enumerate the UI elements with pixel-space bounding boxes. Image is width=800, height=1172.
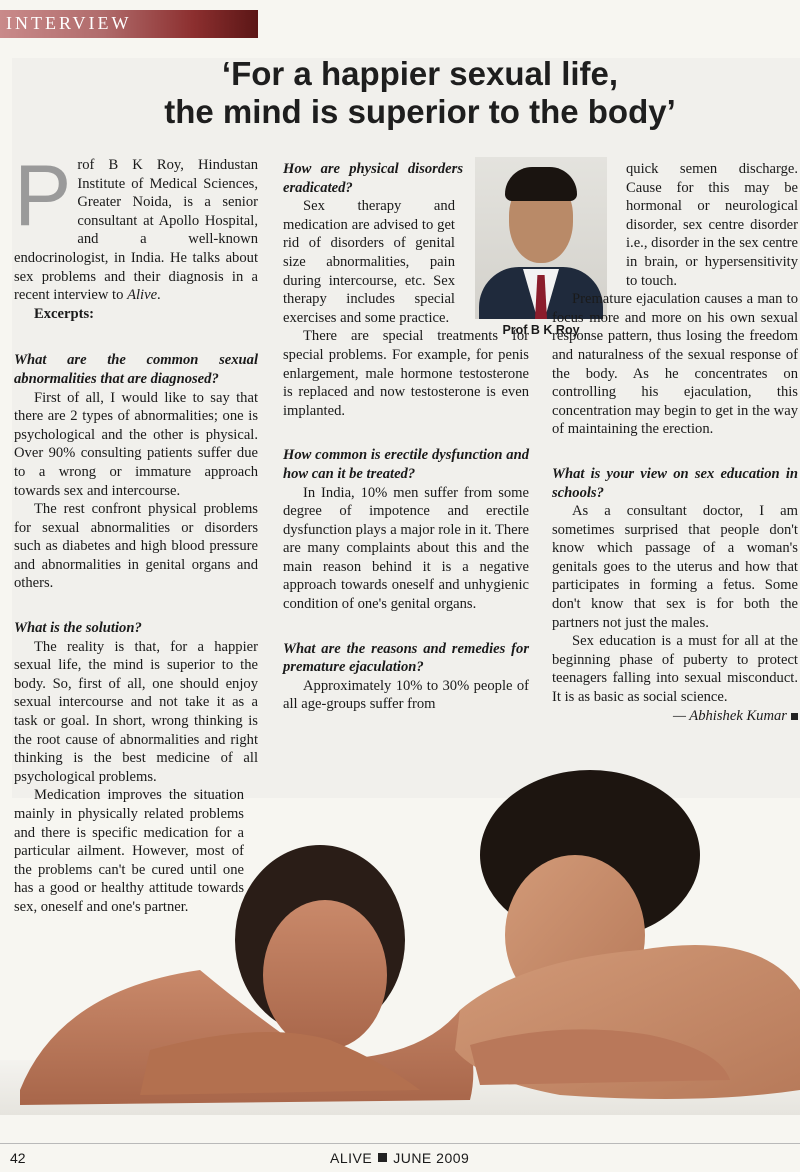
answer-paragraph: Sex therapy and medication are advised to get rid of disorders of genital size abnormalities, pain during intercourse, etc. Sex therapy includes special exercises and some practice. xyxy=(283,198,455,326)
section-band xyxy=(0,10,258,38)
byline-text: — Abhishek Kumar xyxy=(672,707,787,724)
answer-paragraph: The rest confront physical problems for sexual abnormalities or disorders such as diabetes and high blood pressure and abnormalities in genital organs and others. xyxy=(14,501,258,592)
intro-end: . xyxy=(157,287,161,304)
column-3 xyxy=(552,160,798,725)
section-label: INTERVIEW xyxy=(6,13,132,33)
square-bullet-icon xyxy=(378,1153,387,1162)
answer-paragraph: Sex education is a must for all at the beginning phase of puberty to protect teenagers falling into sexual misconduct. It is as basic as social science. xyxy=(552,633,798,706)
answer-paragraph: Approximately 10% to 30% people of all age-groups suffer from xyxy=(283,677,529,713)
answer-paragraph: First of all, I would like to say that there are 2 types of abnormalities; one is psychological and the other is physical. Over 90% consulting patients suffer due to a wrong or immature approach towards sex and intercourse. xyxy=(14,389,258,499)
couple-photo xyxy=(0,760,800,1115)
question-solution: What is the solution? xyxy=(14,620,142,637)
answer-paragraph: As a consultant doctor, I am sometimes surprised that people don't know which passage of a woman's genitals goes to the uterus and how that participates in forming a fetus. Some don't know that sex is for both the partners not just the males. xyxy=(552,503,798,631)
headline-line-2: the mind is superior to the body’ xyxy=(164,93,676,130)
answer-paragraph: There are special treatments for special problems. For example, for penis enlargement, male hormone testosterone is replaced and now testosterone is even implanted. xyxy=(283,328,529,419)
dropcap: P xyxy=(14,148,72,244)
question-common-abnormalities: What are the common sexual abnormalities that are diagnosed? xyxy=(14,352,258,387)
question-premature-ejaculation: What are the reasons and remedies for premature ejaculation? xyxy=(283,640,529,676)
page-number: 42 xyxy=(10,1150,26,1166)
intro-paragraph xyxy=(14,148,258,305)
headline-line-1: ‘For a happier sexual life, xyxy=(221,55,619,92)
footer-magazine: ALIVE xyxy=(330,1150,373,1166)
question-erectile-dysfunction: How common is erectile dysfunction and how can it be treated? xyxy=(283,447,529,482)
question-physical-disorders: How are physical disorders eradicated? xyxy=(283,161,463,196)
headline xyxy=(80,55,760,131)
intro-text: rof B K Roy, Hindustan Institute of Medical Sciences, Greater Noida, is a senior consultant at Apollo Hospital, and a well-known endocrinologist, in India. He talks about sex problems and their diagnosis in a recent interview to xyxy=(14,157,258,304)
magazine-name: Alive xyxy=(127,287,158,304)
answer-paragraph: The reality is that, for a happier sexual life, the mind is superior to the body. So, first of all, one should enjoy sexual intercourse and not take it as a task or goal. In short, wrong thinking is the root cause of abnormalities and right thinking is the best medicine of all psychological problems. xyxy=(14,638,258,785)
answer-paragraph: quick semen discharge. Cause for this may be hormonal or neurological disorder, sex centre disorder i.e., disorder in the sex centre in brain, or hypersensitivity to touch. xyxy=(626,161,798,289)
answer-paragraph: Premature ejaculation causes a man to focus more and more on his own sexual response pattern, thus losing the freedom and naturalness of the sexual response of the body. As he concentrates on controlling his ejaculation, this concentration may begin to get in the way of maintaining the erection. xyxy=(552,291,798,438)
answer-paragraph: Medication improves the situation mainly in physically related problems and there is specific medication for a particular ailment. However, most of the problems can't be cured until one has a good or healthy attitude towards sex, oneself and one's partner. xyxy=(14,787,244,915)
excerpts-label: Excerpts: xyxy=(34,305,94,322)
footer-publication xyxy=(330,1150,469,1166)
answer-paragraph: In India, 10% men suffer from some degree of impotence and erectile dysfunction plays a major role in it. There are many complaints about this and the main reason behind it is a negative approach towards oneself and unhygienic condition of one's genital organs. xyxy=(283,484,529,613)
end-mark-icon xyxy=(791,713,798,720)
footer-rule xyxy=(0,1143,800,1144)
byline xyxy=(552,707,798,726)
question-sex-education: What is your view on sex education in schools? xyxy=(552,465,798,501)
footer-date: JUNE 2009 xyxy=(393,1150,470,1166)
photo-caption: Prof B K Roy xyxy=(502,323,580,337)
